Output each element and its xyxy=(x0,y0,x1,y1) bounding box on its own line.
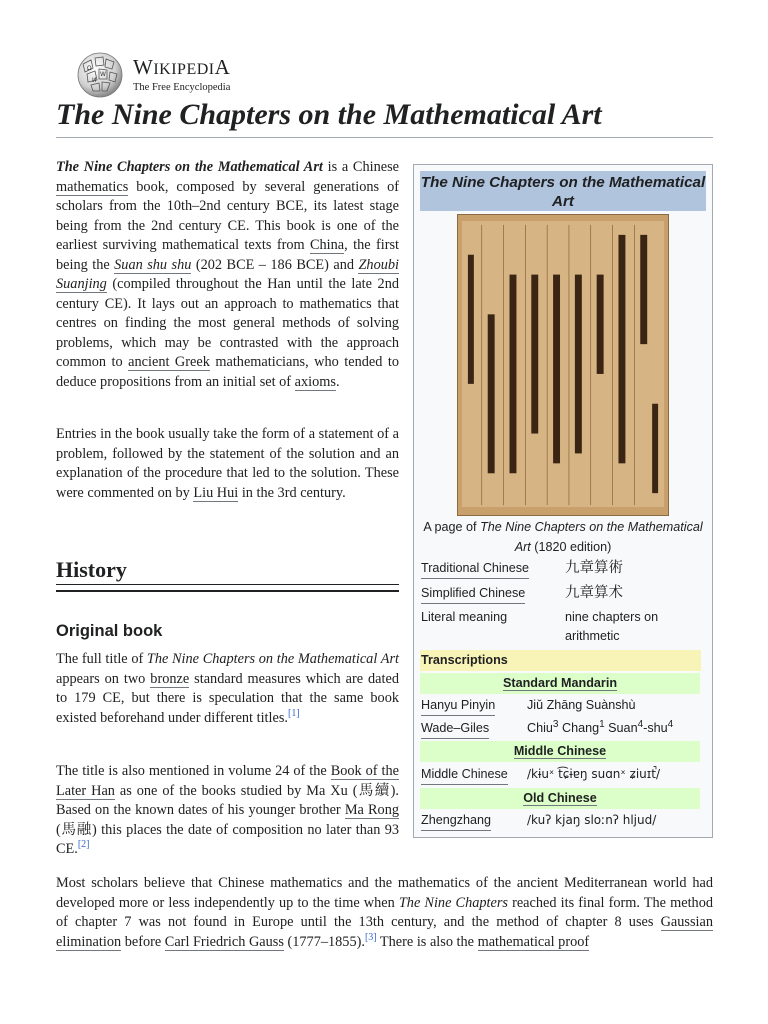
reference-3[interactable]: [3] xyxy=(364,931,377,943)
subsection-heading-original-book: Original book xyxy=(56,622,163,640)
page-title: The Nine Chapters on the Mathematical Art xyxy=(56,98,602,131)
section-divider xyxy=(56,584,399,585)
text: ). Based on the known dates of his younger brother xyxy=(56,782,399,818)
text: before xyxy=(121,933,165,950)
link-standard-mandarin[interactable]: Standard Mandarin xyxy=(502,676,618,690)
text: book, composed by several generations of scholars from the 10th–2nd century BCE, its latest stage being from the 2nd century CE. This book is one of the earliest surviving mathematical texts from xyxy=(56,178,399,253)
old-chinese-header xyxy=(420,788,700,809)
svg-text:И: И xyxy=(92,77,97,84)
text: standard measures which are dated to 179 CE, but there is speculation that the same book existed beforehand under different titles. xyxy=(56,670,399,726)
link-bronze[interactable]: bronze xyxy=(150,670,190,687)
book-page-image[interactable] xyxy=(457,214,669,516)
hanyu-pinyin-value: Jiǔ Zhāng Suànshù xyxy=(527,698,636,712)
history-paragraph-1 xyxy=(56,650,399,728)
tone: 4 xyxy=(667,718,674,730)
reference-2[interactable]: [2] xyxy=(77,839,90,851)
tone: 4 xyxy=(637,718,644,730)
intro-paragraph-1 xyxy=(56,158,399,392)
text: The full title of xyxy=(56,651,147,667)
wikipedia-globe-logo[interactable] xyxy=(73,52,127,98)
zhengzhang-value: /kuʔ kjaŋ sloːnʔ hljud/ xyxy=(527,813,657,827)
link-book-of-later-han[interactable]: Book of the Later Han xyxy=(56,763,399,799)
title-divider xyxy=(56,137,713,138)
text: Entries in the book usually take the form of a statement of a problem, followed by the statement of the solution and an explanation of the procedure that led to the solution. These were commented on by xyxy=(56,426,399,501)
text: ( xyxy=(56,821,61,838)
infobox-title: The Nine Chapters on the Mathematical Art xyxy=(420,171,706,211)
link-mathematical-proof[interactable]: mathematical proof xyxy=(477,933,590,950)
text: The title is also mentioned in volume 24 of the xyxy=(56,763,331,779)
svg-text:W: W xyxy=(100,71,106,78)
text: (compiled throughout the Han until the late 2nd century CE). It lays out an approach to mathematics that centres on finding the most general methods of solving problems, which may be contrasted with the approach common to xyxy=(56,276,399,370)
infobox xyxy=(413,164,713,838)
link-old-chinese-header[interactable]: Old Chinese xyxy=(523,791,597,805)
link-zhengzhang[interactable]: Zhengzhang xyxy=(421,811,491,831)
link-middle-chinese-header[interactable]: Middle Chinese xyxy=(513,744,607,758)
image-caption xyxy=(420,517,706,557)
link-simplified-chinese[interactable]: Simplified Chinese xyxy=(421,584,525,604)
text: in the 3rd century. xyxy=(238,484,346,501)
wikipedia-wordmark[interactable] xyxy=(133,55,230,94)
text: A page of xyxy=(423,520,481,534)
italic-title: The Nine Chapters xyxy=(398,894,508,911)
standard-mandarin-header xyxy=(420,673,700,694)
intro-paragraph-2 xyxy=(56,425,399,503)
text: appears on two xyxy=(56,670,151,687)
wordmark-tagline: The Free Encyclopedia xyxy=(133,82,231,93)
link-wade-giles[interactable]: Wade–Giles xyxy=(421,719,489,739)
chinese-name-ma-rong: 馬融 xyxy=(60,821,93,838)
text: reached its final form. The method of chapter 7 was not found in Europe until the 13th century, and the method of chapter 8 uses xyxy=(56,894,714,930)
section-divider-thick xyxy=(56,590,399,592)
wade-giles-value xyxy=(527,719,707,738)
simplified-chinese-value: 九章算术 xyxy=(565,585,623,601)
link-mathematics[interactable]: mathematics xyxy=(56,178,129,195)
text: mathematicians, who tended to deduce propositions from an initial set of xyxy=(56,354,399,390)
bold-title: The Nine Chapters on the Mathematical Art xyxy=(56,159,323,175)
svg-text:Ω: Ω xyxy=(87,65,92,72)
link-gaussian-elimination[interactable]: Gaussian elimination xyxy=(56,914,713,950)
middle-chinese-value: /kɨuˣ t͡ɕɨɐŋ suɑnˣ ʑiuɪt̚/ xyxy=(527,767,660,781)
link-suan-shu-shu[interactable]: Suan shu shu xyxy=(114,256,192,273)
text: (202 BCE – 186 BCE) and xyxy=(191,256,359,273)
text: Most scholars believe that Chinese mathematics and the mathematics of the ancient Mediterranean world had developed more or less independently up to the time when xyxy=(56,875,713,911)
text: -shu xyxy=(643,721,668,735)
italic-title: The Nine Chapters on the Mathematical Art xyxy=(146,651,399,667)
link-middle-chinese[interactable]: Middle Chinese xyxy=(421,765,508,785)
text: ) this places the date of composition no later than 93 CE. xyxy=(56,821,399,857)
link-liu-hui[interactable]: Liu Hui xyxy=(193,484,239,501)
text: Chang xyxy=(558,721,600,735)
link-china[interactable]: China xyxy=(310,237,345,253)
link-traditional-chinese[interactable]: Traditional Chinese xyxy=(421,559,529,579)
link-zhoubi-suanjing[interactable]: Zhoubi Suanjing xyxy=(56,256,399,292)
reference-1[interactable]: [1] xyxy=(287,707,300,719)
tone: 3 xyxy=(552,718,559,730)
link-hanyu-pinyin[interactable]: Hanyu Pinyin xyxy=(421,696,495,716)
link-ancient-greek[interactable]: ancient Greek xyxy=(128,354,210,370)
link-ma-rong[interactable]: Ma Rong xyxy=(344,802,399,818)
text: (1777–1855). xyxy=(283,933,365,950)
wordmark-text: WIKIPEDIA xyxy=(133,55,231,79)
text: . xyxy=(335,373,340,390)
text: , the first being the xyxy=(56,237,399,273)
history-paragraph-3 xyxy=(56,874,713,952)
literal-meaning-value: nine chapters on arithmetic xyxy=(565,610,659,643)
tone: 1 xyxy=(599,718,605,730)
link-axioms[interactable]: axioms xyxy=(294,373,336,390)
literal-meaning-label: Literal meaning xyxy=(421,610,508,624)
chinese-name-ma-xu: 馬續 xyxy=(357,782,391,799)
text: The Nine Chapters on the Mathematical Art xyxy=(480,520,703,554)
text: as one of the books studied by Ma Xu ( xyxy=(114,782,358,799)
text: Chiu xyxy=(527,721,553,735)
text: is a Chinese xyxy=(322,159,399,175)
section-heading-history: History xyxy=(56,557,127,582)
transcriptions-header: Transcriptions xyxy=(420,650,701,671)
traditional-chinese-value: 九章算術 xyxy=(565,560,623,576)
middle-chinese-header xyxy=(420,741,700,762)
text: There is also the xyxy=(376,933,478,950)
text: Suan xyxy=(604,721,638,735)
link-carl-friedrich-gauss[interactable]: Carl Friedrich Gauss xyxy=(164,933,284,950)
history-paragraph-2 xyxy=(56,762,399,860)
text: (1820 edition) xyxy=(530,540,612,554)
